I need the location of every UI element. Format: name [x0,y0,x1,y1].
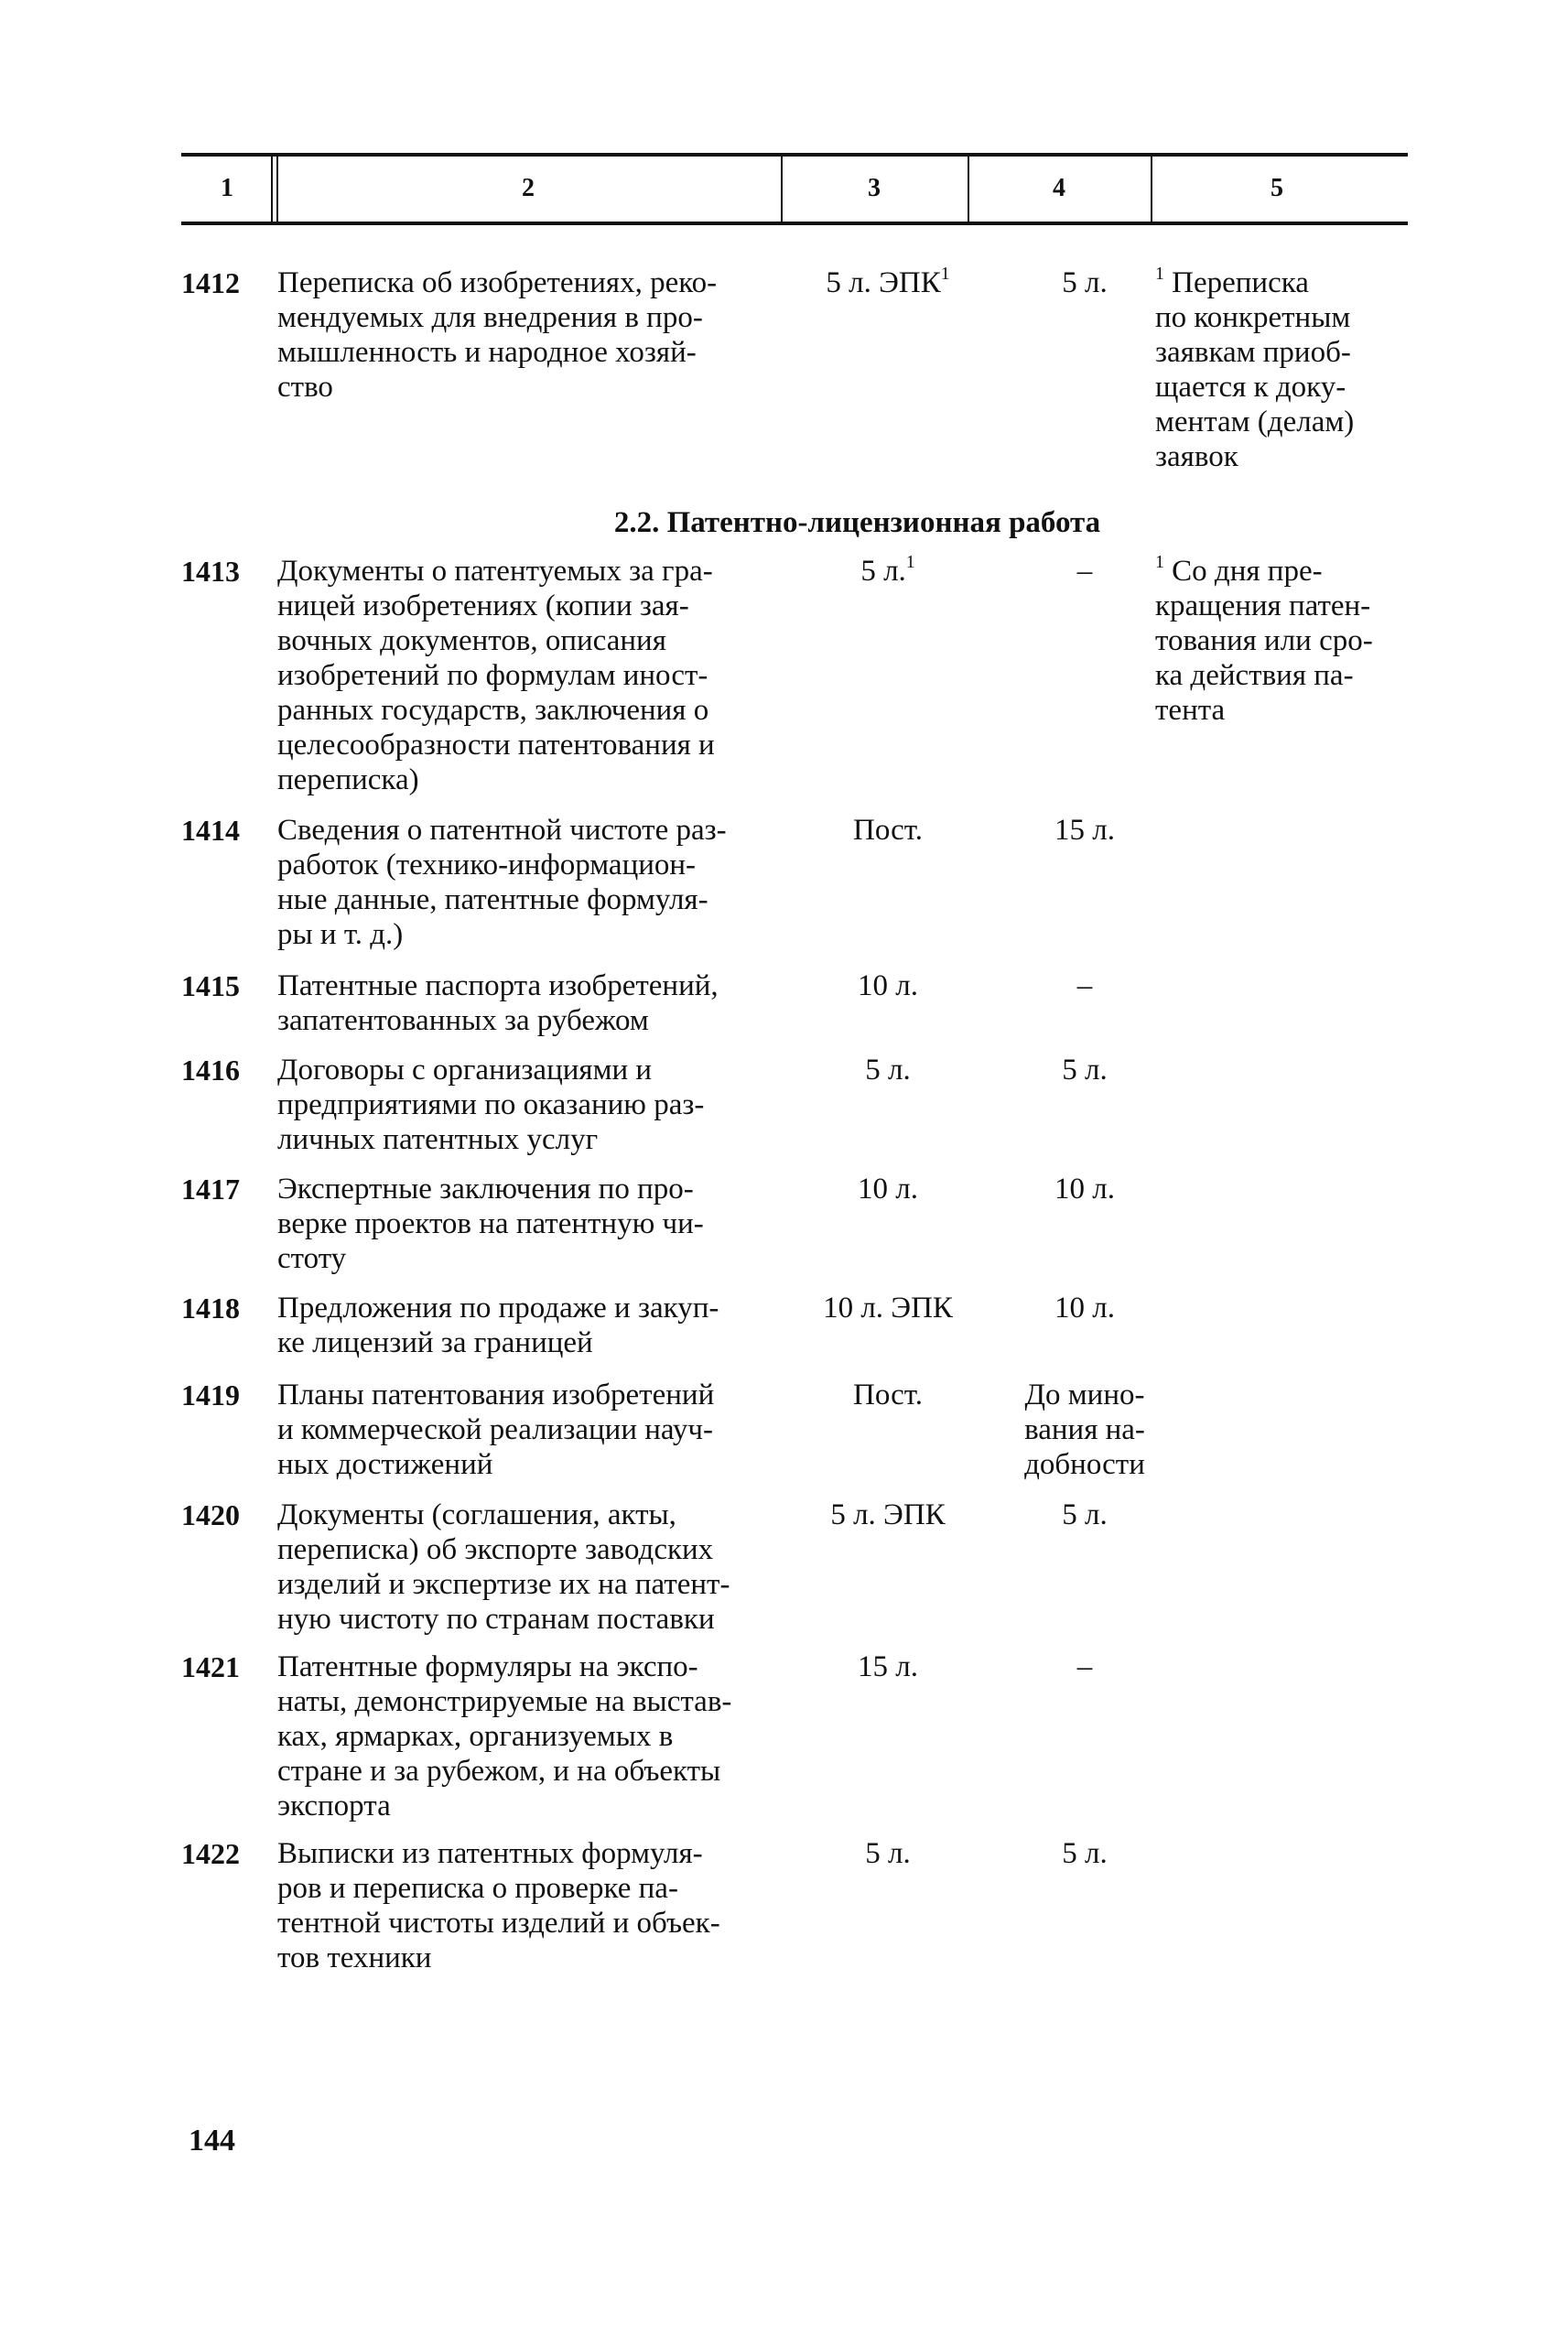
row-retention-period-alt: – [1076,1650,1093,1683]
row-description: Патентные паспорта изобретений, запатентованных за рубежом [277,969,719,1037]
header-col-1: 1 [221,174,233,202]
footnote-mark: 1 [1155,264,1164,284]
row-retention-period-alt: – [1076,555,1093,588]
header-col-5: 5 [1271,174,1283,202]
header-divider [271,157,273,222]
row-retention-period: 10 л. ЭПК [823,1292,953,1325]
footnote-mark: 1 [1155,552,1164,572]
row-retention-period: 5 л.$^1$ [860,552,915,588]
row-description: Сведения о патентной чистоте раз- работок (технико-информацион- ные данные, патентные формуля- ры и т. д.) [277,814,727,951]
row-description: Договоры с организациями и предприятиями по оказанию раз- личных патентных услуг [277,1054,705,1156]
page-number: 144 [189,2124,235,2157]
footnote-mark: 1 [940,264,950,284]
row-number: 1415 [181,969,240,1002]
header-col-4: 4 [1053,174,1065,202]
row-retention-period: 15 л. [858,1650,918,1683]
row-description: Переписка об изобретениях, реко- мендуемых для внедрения в про- мышленность и народное хозяй- ство [277,266,718,404]
row-retention-period: 10 л. [858,969,918,1002]
row-retention-period-alt: 5 л. [1062,1498,1108,1531]
row-retention-period-alt: До мино- вания на- добности [1024,1379,1145,1481]
header-divider [1151,157,1152,222]
row-description: Экспертные заключения по про- верке проектов на патентную чи- стоту [277,1173,704,1275]
row-retention-period: 5 л. ЭПК [830,1498,946,1531]
row-number: 1419 [181,1379,240,1411]
row-number: 1418 [181,1292,240,1325]
row-description: Документы (соглашения, акты, переписка) об экспорте заводских изделий и экспертизе их на патент- ную чистоту по странам поставки [277,1498,730,1636]
row-description: Документы о патентуемых за гра- ницей изобретениях (копии зая- вочных документов, описания изобретений по формулам иност- ранных государств, заключения о целесообразности патентования и переписка) [277,555,715,796]
row-description: Планы патентования изобретений и коммерческой реализации науч- ных достижений [277,1379,715,1481]
row-retention-period: 5 л. [865,1837,911,1870]
row-note: $^1$ Со дня пре- кращения патен- тования или сро- ка действия па- тента [1155,552,1373,727]
row-number: 1416 [181,1054,240,1087]
row-retention-period: Пост. [853,1379,923,1411]
row-retention-period-alt: 5 л. [1062,266,1108,299]
row-number: 1420 [181,1498,240,1531]
row-retention-period-alt: 15 л. [1054,814,1115,847]
row-description: Предложения по продаже и закуп- ке лицензий за границей [277,1292,719,1359]
row-description: Патентные формуляры на экспо- наты, демонстрируемые на выстав- ках, ярмарках, организуемых в стране и за рубежом, и на объекты экспорта [277,1650,732,1822]
row-retention-period: 5 л. ЭПК$^1$ [826,264,950,299]
row-description: Выписки из патентных формуля- ров и переписка о проверке па- тентной чистоты изделий и объек- тов техники [277,1837,720,1974]
header-col-2: 2 [522,174,535,202]
row-retention-period: 10 л. [858,1173,918,1206]
row-number: 1417 [181,1173,240,1206]
header-top-rule [181,153,1408,157]
footnote-mark: 1 [905,552,915,572]
row-note: $^1$ Переписка по конкретным заявкам приоб- щается к доку- ментам (делам) заявок [1155,264,1355,473]
row-number: 1422 [181,1837,240,1870]
row-retention-period: Пост. [853,814,923,847]
header-bottom-rule [181,222,1408,225]
header-divider [781,157,783,222]
row-retention-period-alt: 10 л. [1054,1292,1115,1325]
row-number: 1413 [181,555,240,588]
row-number: 1421 [181,1650,240,1683]
row-number: 1414 [181,814,240,847]
header-col-3: 3 [868,174,881,202]
row-retention-period-alt: 5 л. [1062,1054,1108,1087]
header-divider [968,157,969,222]
row-retention-period-alt: 5 л. [1062,1837,1108,1870]
section-title: 2.2. Патентно-лицензионная работа [613,506,1101,539]
row-retention-period-alt: 10 л. [1054,1173,1115,1206]
row-retention-period-alt: – [1076,969,1093,1002]
row-retention-period: 5 л. [865,1054,911,1087]
row-number: 1412 [181,266,240,299]
header-divider [276,157,278,222]
